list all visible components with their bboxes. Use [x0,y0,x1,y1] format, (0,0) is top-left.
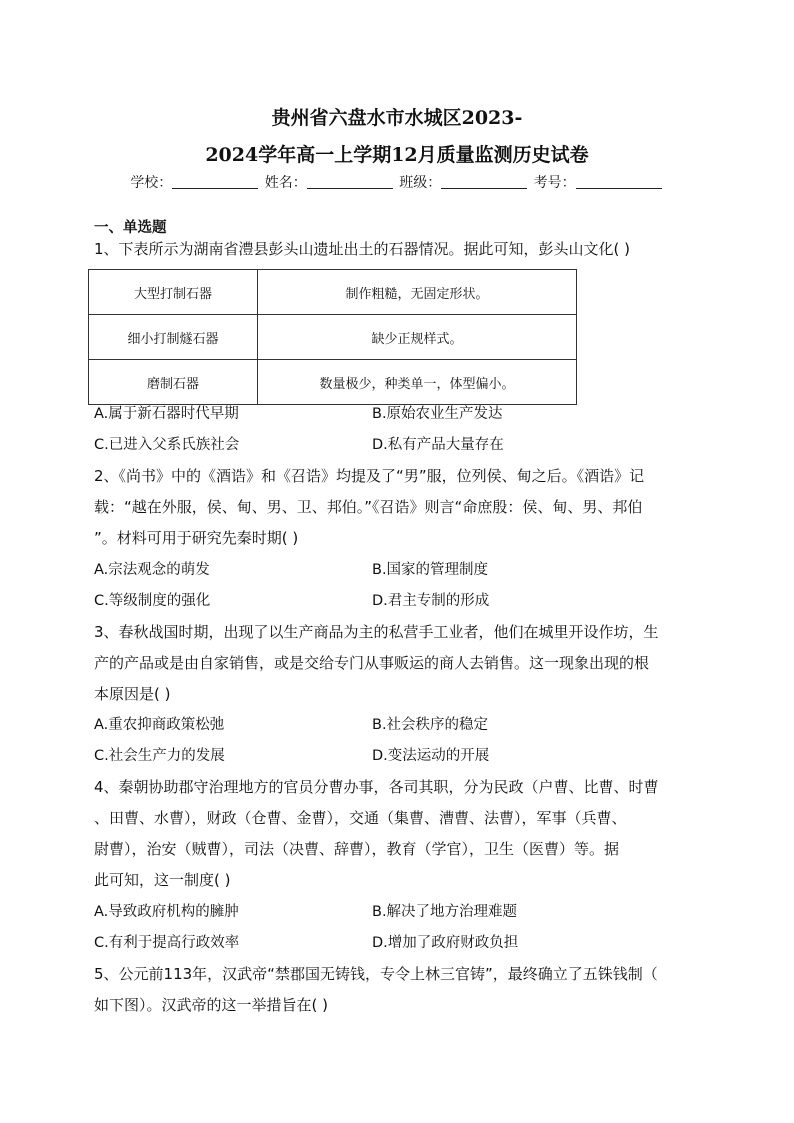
title-line-2: 2024学年高一上学期12月质量监测历史试卷 [205,144,589,166]
question-4-stem-line-4: 此可知，这一制度( ) [94,871,231,889]
question-4-option-c[interactable]: C.有利于提高行政效率 [94,935,240,951]
exam-number-label: 考号： [533,175,576,191]
question-4-option-d[interactable]: D.增加了政府财政负担 [372,935,519,951]
question-4-stem-line-3: 尉曹），治安（贼曹），司法（决曹、辞曹），教育（学官），卫生（医曹）等。据 [94,840,620,858]
name-label: 姓名： [264,175,307,191]
stone-tools-table [88,269,577,405]
question-1-option-c[interactable]: C.已进入父系氏族社会 [94,437,240,453]
class-label: 班级： [399,175,442,191]
question-3-option-b[interactable]: B.社会秩序的稳定 [372,717,489,733]
question-2-stem-line-1: 2、《尚书》中的《酒诰》和《召诰》均提及了“男”服，位列侯、甸之后。《酒诰》记 [94,467,645,485]
question-4-stem-line-1: 4、秦朝协助郡守治理地方的官员分曹办事，各司其职，分为民政（户曹、比曹、时曹 [94,778,659,796]
table-cell: 细小打制燧石器 [89,315,258,360]
name-blank[interactable] [307,174,393,189]
question-2-option-b[interactable]: B.国家的管理制度 [372,562,489,578]
table-cell: 制作粗糙，无固定形状。 [258,270,577,315]
table-row [89,315,577,360]
question-3-option-a[interactable]: A.重农抑商政策松弛 [94,717,225,733]
table-cell: 数量极少，种类单一，体型偏小。 [258,360,577,405]
question-3-option-c[interactable]: C.社会生产力的发展 [94,748,225,764]
question-2-option-c[interactable]: C.等级制度的强化 [94,593,211,609]
title-line-1: 贵州省六盘水市水城区2023- [271,107,523,129]
table-row [89,360,577,405]
question-2-option-a[interactable]: A.宗法观念的萌发 [94,562,210,578]
question-2-stem-line-3: ”。材料可用于研究先秦时期( ) [94,529,299,547]
question-1-option-d[interactable]: D.私有产品大量存在 [372,437,504,453]
question-4-stem-line-2: 、田曹、水曹），财政（仓曹、金曹），交通（集曹、漕曹、法曹），军事（兵曹、 [94,809,627,827]
question-4-option-a[interactable]: A.导致政府机构的臃肿 [94,904,239,920]
question-1-option-a[interactable]: A.属于新石器时代早期 [94,406,239,422]
school-blank[interactable] [172,174,258,189]
table-cell: 缺少正规样式。 [258,315,577,360]
question-4-option-b[interactable]: B.解决了地方治理难题 [372,904,518,920]
question-2-option-d[interactable]: D.君主专制的形成 [372,593,490,609]
question-3-stem-line-3: 本原因是( ) [94,685,171,703]
exam-number-blank[interactable] [576,174,662,189]
question-3-stem-line-2: 产的产品或是由自家销售，或是交给专门从事贩运的商人去销售。这一现象出现的根 [94,654,650,672]
student-info-row [0,172,794,192]
question-5-stem-line-1: 5、公元前113年，汉武帝“禁郡国无铸钱，专令上林三官铸”，最终确立了五铢钱制（ [94,965,658,983]
table-cell: 磨制石器 [89,360,258,405]
section-title: 一、单选题 [94,220,167,236]
table-cell: 大型打制石器 [89,270,258,315]
school-label: 学校： [130,175,173,191]
question-2-stem-line-2: 载：“越在外服，侯、甸、男、卫、邦伯。”《召诰》则言“命庶殷：侯、甸、男、邦伯 [94,498,643,516]
class-blank[interactable] [441,174,527,189]
question-1-stem: 1、下表所示为湖南省澧县彭头山遗址出土的石器情况。据此可知，彭头山文化( ) [94,240,631,258]
table-row [89,270,577,315]
question-5-stem-line-2: 如下图）。汉武帝的这一举措旨在( ) [94,996,328,1014]
question-3-stem-line-1: 3、春秋战国时期，出现了以生产商品为主的私营手工业者，他们在城里开设作坊，生 [94,623,659,641]
question-1-option-b[interactable]: B.原始农业生产发达 [372,406,503,422]
question-3-option-d[interactable]: D.变法运动的开展 [372,748,490,764]
